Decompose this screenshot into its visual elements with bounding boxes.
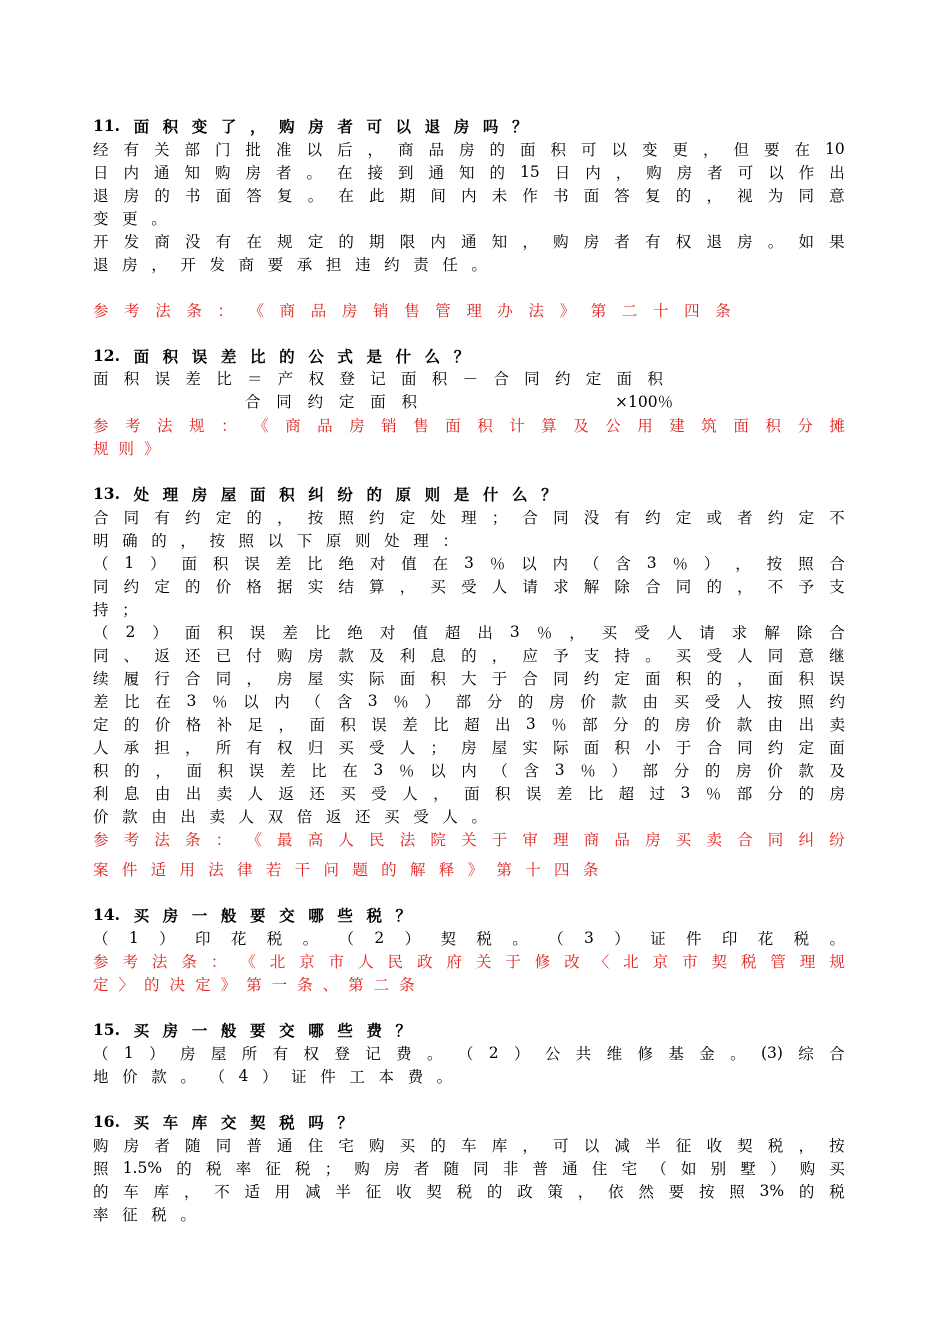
reference-line: 参 考 法 规 ： 《 商 品 房 销 售 面 积 计 算 及 公 用 建 筑 面 积 分 摊 (93, 416, 845, 435)
paragraph-line: 经 有 关 部 门 批 准 以 后 ， 商 品 房 的 面 积 可 以 变 更 ， 但 要 在 10 (93, 139, 845, 159)
paragraph-line: 购 房 者 随 同 普 通 住 宅 购 买 的 车 库 ， 可 以 减 半 征 收 契 税 ， 按 (93, 1136, 845, 1155)
paragraph-line: 持 ； (93, 600, 138, 619)
formula-multiplier: ×100％ (615, 393, 674, 411)
paragraph-line: （ 1 ） 房 屋 所 有 权 登 记 费 。 （ 2 ） 公 共 维 修 基 金 。 (3) 综 合 (93, 1043, 845, 1063)
section-title: 15. 买 房 一 般 要 交 哪 些 费 ？ (93, 1020, 412, 1040)
paragraph-line: 合 同 有 约 定 的 ， 按 照 约 定 处 理 ； 合 同 没 有 约 定 或 者 约 定 不 (93, 508, 845, 527)
formula-denominator: 合 同 约 定 面 积 ×100％ (93, 390, 845, 413)
paragraph-line: （ 1 ） 面 积 误 差 比 绝 对 值 在 3 ％ 以 内 （ 含 3 ％ ） ， 按 照 合 (93, 553, 845, 573)
paragraph-line: 变 更 。 (93, 209, 167, 228)
paragraph-line: 续 履 行 合 同 ， 房 屋 实 际 面 积 大 于 合 同 约 定 面 积 的 ， 面 积 误 (93, 669, 845, 688)
paragraph-line: 同 、 返 还 已 付 购 房 款 及 利 息 的 ， 应 予 支 持 。 买 受 人 同 意 继 (93, 646, 845, 665)
reference-line: 参 考 法 条 ： 《 北 京 市 人 民 政 府 关 于 修 改 〈 北 京 市 契 税 管 理 规 (93, 952, 845, 971)
section-16 (93, 1110, 845, 1225)
paragraph-line: （ 1 ） 印 花 税 。 （ 2 ） 契 税 。 （ 3 ） 证 件 印 花 税 。 (93, 928, 845, 948)
paragraph-line: 退 房 ， 开 发 商 要 承 担 违 约 责 任 。 (93, 255, 487, 274)
paragraph-line: 人 承 担 ， 所 有 权 归 买 受 人 ； 房 屋 实 际 面 积 小 于 合 同 约 定 面 (93, 738, 845, 757)
section-13 (93, 482, 845, 880)
paragraph-line: 差 比 在 3 ％ 以 内 （ 含 3 ％ ） 部 分 的 房 价 款 由 买 受 人 按 照 约 (93, 691, 845, 711)
reference-line: 案 件 适 用 法 律 若 干 问 题 的 解 释 》 第 十 四 条 (93, 860, 599, 879)
paragraph-line: 率 征 税 。 (93, 1205, 196, 1224)
section-12 (93, 344, 845, 459)
paragraph-line: 日 内 通 知 购 房 者 。 在 接 到 通 知 的 15 日 内 ， 购 房 者 可 以 作 出 (93, 162, 845, 182)
section-title: 12. 面 积 误 差 比 的 公 式 是 什 么 ？ (93, 346, 470, 366)
document-page (93, 114, 845, 1225)
section-14 (93, 903, 845, 995)
paragraph-line: 利 息 由 出 卖 人 返 还 买 受 人 ， 面 积 误 差 比 超 过 3 ％ 部 分 的 房 (93, 783, 845, 803)
section-title: 11. 面 积 变 了 ， 购 房 者 可 以 退 房 吗 ？ (93, 116, 528, 136)
section-15 (93, 1018, 845, 1087)
section-title: 13. 处 理 房 屋 面 积 纠 纷 的 原 则 是 什 么 ？ (93, 484, 557, 504)
reference-line: 参 考 法 条 ： 《 最 高 人 民 法 院 关 于 审 理 商 品 房 买 卖 合 同 纠 纷 (93, 830, 845, 849)
paragraph-line: 开 发 商 没 有 在 规 定 的 期 限 内 通 知 ， 购 房 者 有 权 退 房 。 如 果 (93, 232, 845, 251)
paragraph-line: 地 价 款 。 （ 4 ） 证 件 工 本 费 。 (93, 1066, 453, 1086)
reference-line: 参 考 法 条 ： 《 商 品 房 销 售 管 理 办 法 》 第 二 十 四 条 (93, 301, 731, 320)
paragraph-line: 照 1.5% 的 税 率 征 税 ； 购 房 者 随 同 非 普 通 住 宅 （ 如 别 墅 ） 购 买 (93, 1158, 845, 1178)
reference-line: 定 〉 的 决 定 》 第 一 条 、 第 二 条 (93, 975, 415, 994)
reference-line: 规 则 》 (93, 439, 160, 458)
paragraph-line: 同 约 定 的 价 格 据 实 结 算 ， 买 受 人 请 求 解 除 合 同 的 ， 不 予 支 (93, 577, 845, 596)
section-title: 16. 买 车 库 交 契 税 吗 ？ (93, 1112, 353, 1132)
section-title: 14. 买 房 一 般 要 交 哪 些 税 ？ (93, 905, 412, 925)
paragraph-line: 退 房 的 书 面 答 复 。 在 此 期 间 内 未 作 书 面 答 复 的 ， 视 为 同 意 (93, 186, 845, 205)
paragraph-line: 积 的 ， 面 积 误 差 比 在 3 ％ 以 内 （ 含 3 ％ ） 部 分 的 房 价 款 及 (93, 760, 845, 780)
paragraph-line: 的 车 库 ， 不 适 用 减 半 征 收 契 税 的 政 策 ， 依 然 要 按 照 3% 的 税 (93, 1181, 845, 1201)
paragraph-line: 定 的 价 格 补 足 ， 面 积 误 差 比 超 出 3 ％ 部 分 的 房 价 款 由 出 卖 (93, 714, 845, 734)
formula-numerator: 面 积 误 差 比 ＝ 产 权 登 记 面 积 － 合 同 约 定 面 积 (93, 370, 663, 388)
paragraph-line: （ 2 ） 面 积 误 差 比 绝 对 值 超 出 3 ％ ， 买 受 人 请 求 解 除 合 (93, 622, 845, 642)
section-11 (93, 114, 845, 321)
paragraph-line: 明 确 的 ， 按 照 以 下 原 则 处 理 ： (93, 531, 458, 550)
paragraph-line: 价 款 由 出 卖 人 双 倍 返 还 买 受 人 。 (93, 807, 487, 826)
